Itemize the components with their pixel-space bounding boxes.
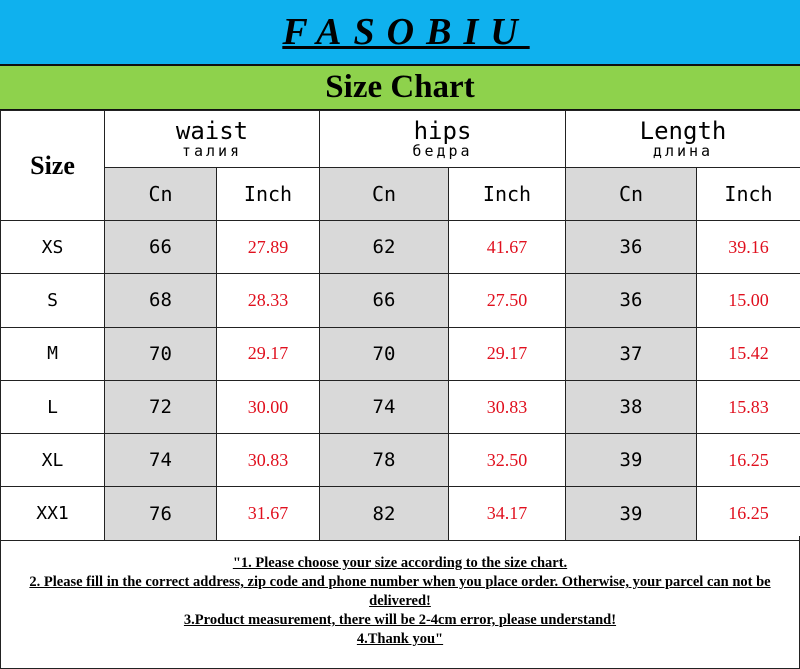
page-title: Size Chart [325,69,475,105]
waist-cm: 70 [105,327,217,380]
hips-cm: 70 [320,327,449,380]
length-inch: 15.00 [697,274,800,327]
length-inch: 16.25 [697,434,800,487]
length-group-header [566,111,800,168]
group-label-ru: длина [652,141,714,160]
length-inch: 15.42 [697,327,800,380]
unit-header: Inch [217,168,320,221]
waist-cm: 72 [105,380,217,433]
size-label: L [1,380,105,433]
waist-inch: 31.67 [217,487,320,540]
note-line-1: "1. Please choose your size according to the size chart. [232,555,568,571]
table-row [1,487,800,540]
hips-inch: 29.17 [449,327,566,380]
waist-inch: 30.00 [217,380,320,433]
length-inch: 15.83 [697,380,800,433]
hips-inch: 32.50 [449,434,566,487]
size-label: S [1,274,105,327]
size-label: XS [1,221,105,274]
length-inch: 39.16 [697,221,800,274]
length-cm: 36 [566,221,697,274]
length-inch: 16.25 [697,487,800,540]
waist-cm: 66 [105,221,217,274]
hips-cm: 74 [320,380,449,433]
waist-inch: 29.17 [217,327,320,380]
hips-inch: 41.67 [449,221,566,274]
table-row [1,221,800,274]
group-header-row [1,111,800,168]
unit-header: Cn [566,168,697,221]
length-cm: 37 [566,327,697,380]
length-cm: 39 [566,434,697,487]
waist-cm: 68 [105,274,217,327]
size-notes [0,536,800,669]
length-cm: 39 [566,487,697,540]
group-label: waist [175,116,249,145]
note-line-2: 2. Please fill in the correct address, zip code and phone number when you place order. Otherwise, your parcel can not be delivered! [29,574,771,609]
table-row [1,380,800,433]
waist-inch: 27.89 [217,221,320,274]
hips-inch: 34.17 [449,487,566,540]
title-banner [0,66,800,111]
length-cm: 38 [566,380,697,433]
note-line-4: 4.Thank you" [356,631,444,647]
table-row [1,327,800,380]
waist-group-header [105,111,320,168]
waist-inch: 30.83 [217,434,320,487]
unit-header: Inch [697,168,800,221]
size-chart-table [0,110,800,541]
group-label-ru: бедра [412,141,473,160]
size-label: XX1 [1,487,105,540]
hips-cm: 66 [320,274,449,327]
hips-inch: 27.50 [449,274,566,327]
hips-cm: 62 [320,221,449,274]
hips-cm: 78 [320,434,449,487]
size-column-header: Size [1,111,105,221]
waist-inch: 28.33 [217,274,320,327]
brand-name: FASOBIU [282,11,530,53]
length-cm: 36 [566,274,697,327]
table-row [1,434,800,487]
hips-cm: 82 [320,487,449,540]
unit-header: Cn [320,168,449,221]
unit-header: Cn [105,168,217,221]
table-row [1,274,800,327]
brand-banner [0,0,800,66]
size-label: XL [1,434,105,487]
group-label: hips [413,116,472,145]
group-label: Length [639,116,727,145]
note-line-3: 3.Product measurement, there will be 2-4cm error, please understand! [183,612,617,628]
hips-inch: 30.83 [449,380,566,433]
waist-cm: 76 [105,487,217,540]
unit-header-row [1,168,800,221]
group-label-ru: талия [181,141,243,160]
waist-cm: 74 [105,434,217,487]
hips-group-header [320,111,566,168]
unit-header: Inch [449,168,566,221]
size-label: M [1,327,105,380]
